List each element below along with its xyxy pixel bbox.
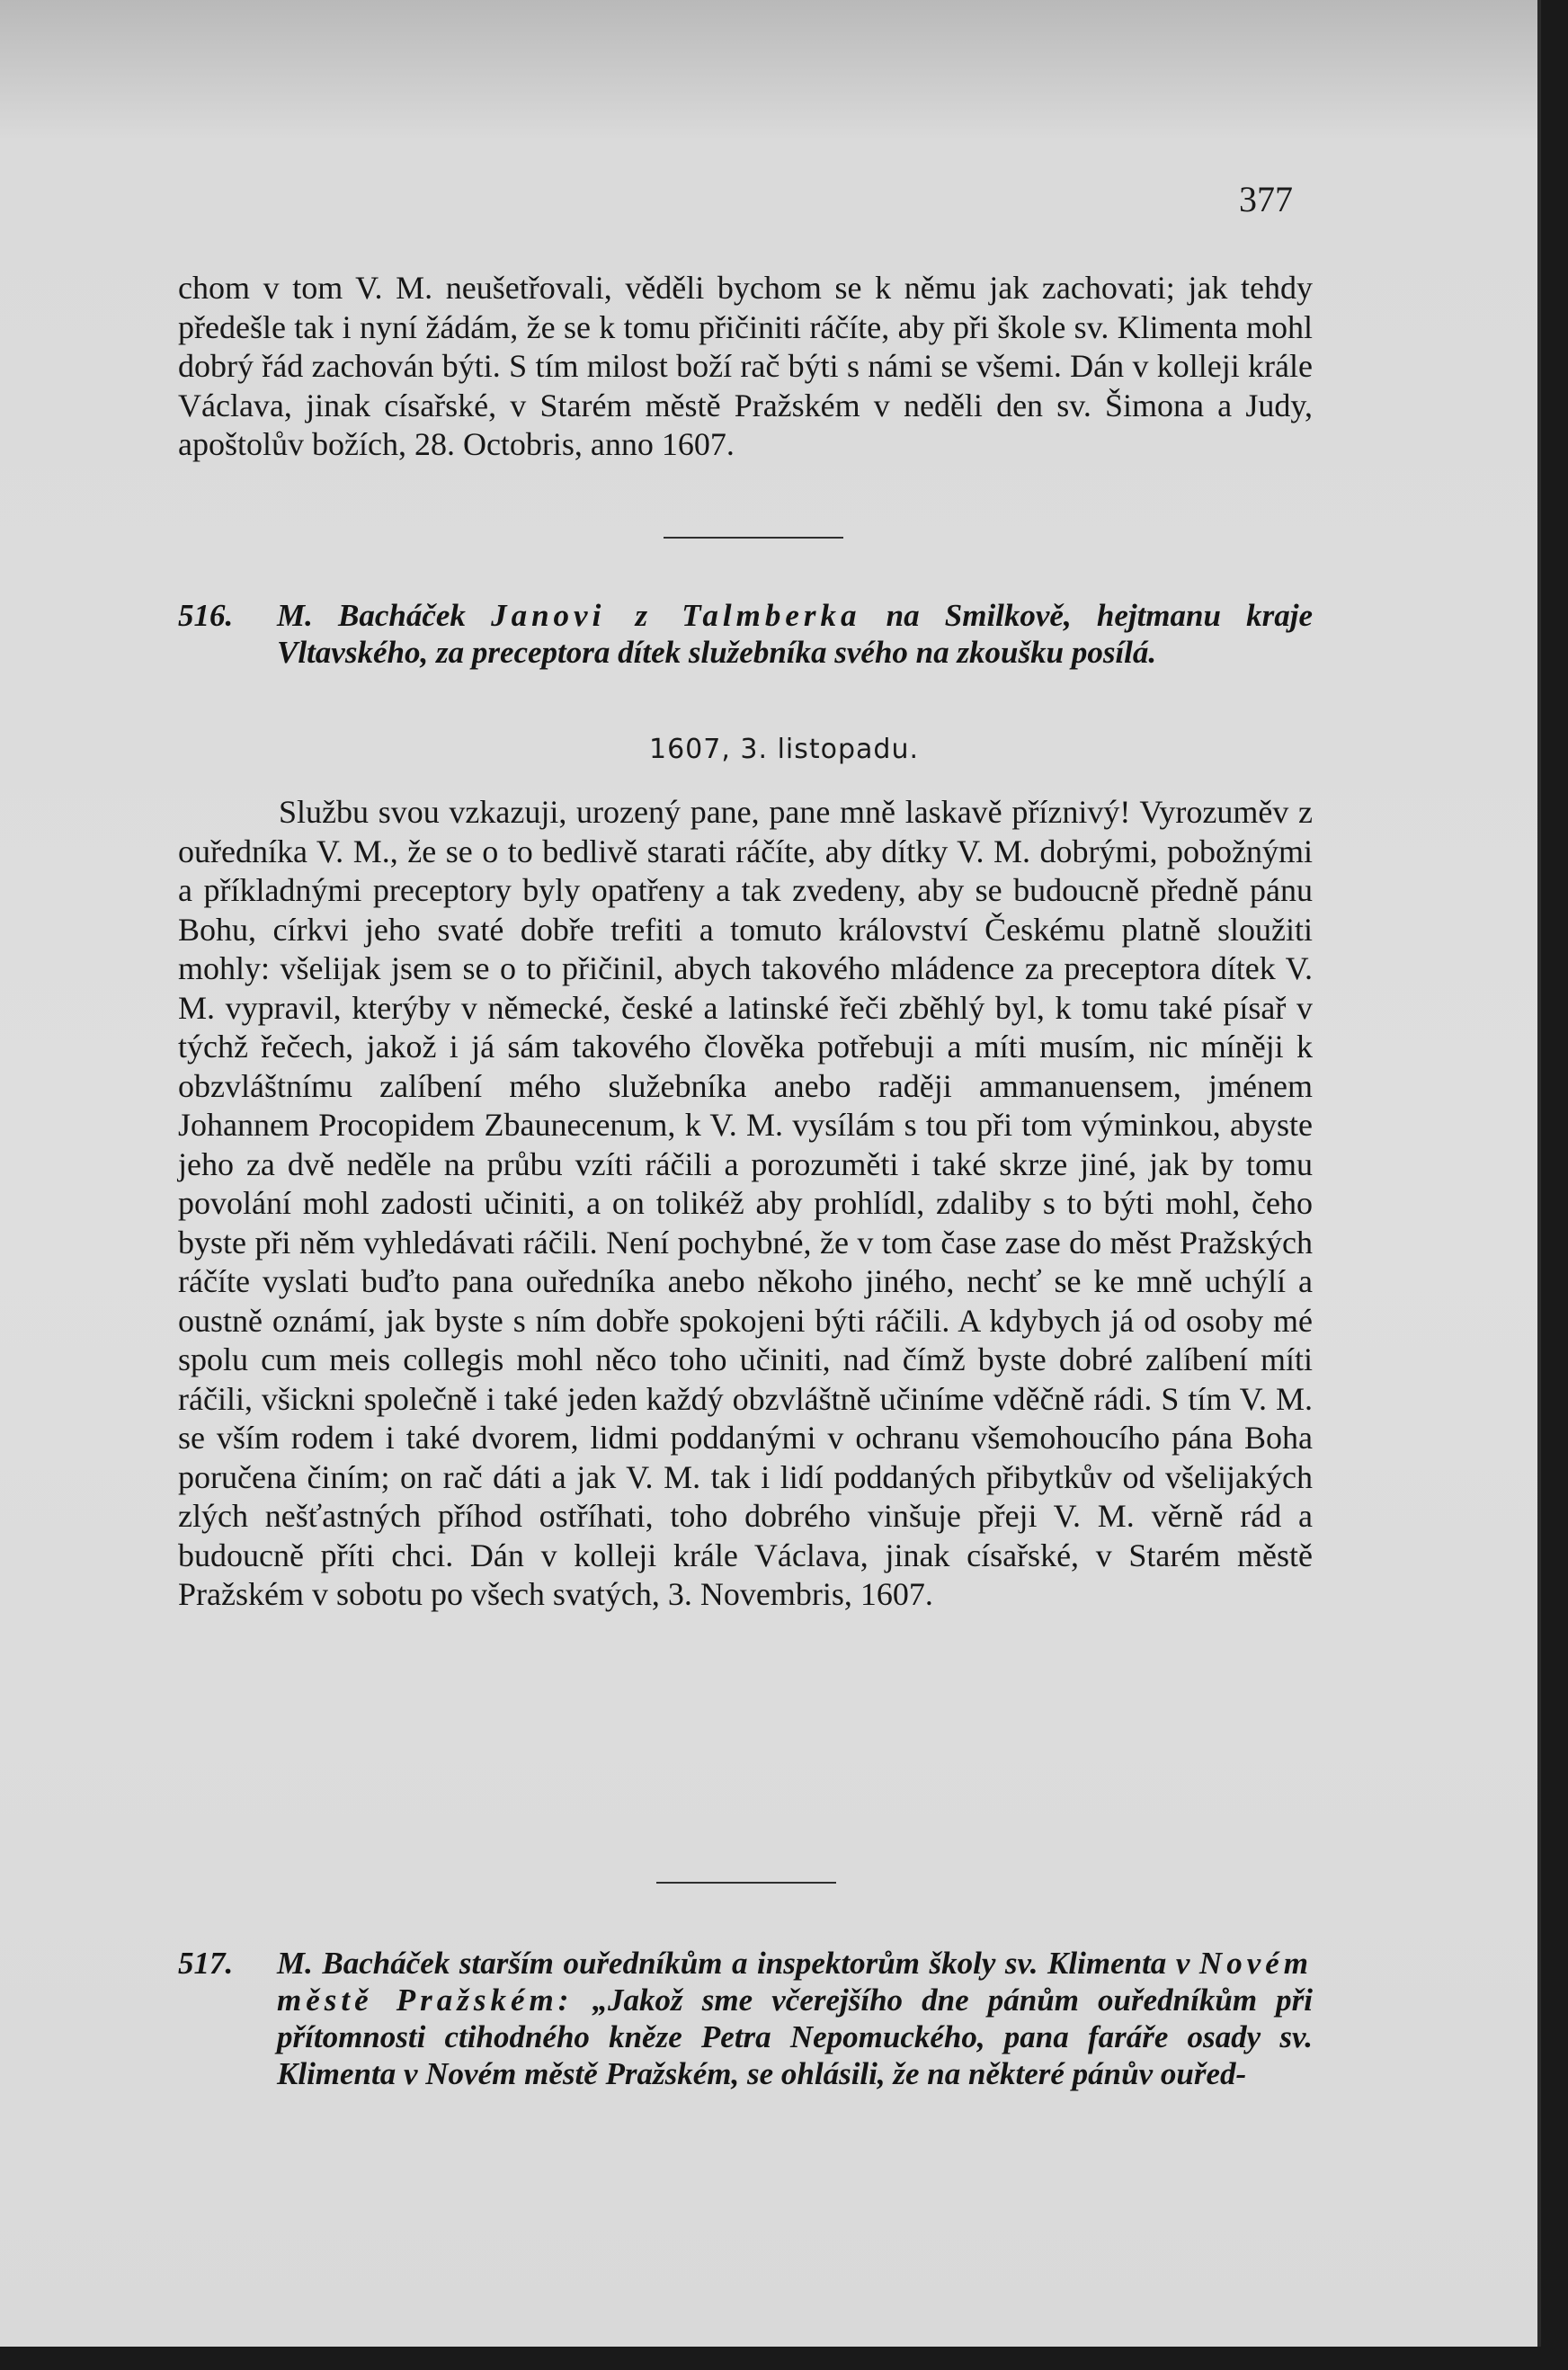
- letter-516-body: [178, 793, 1313, 1615]
- letter-516-head-a: M. Bacháček: [277, 598, 492, 633]
- letter-517-head-a: M. Bacháček starším ouředníkům a inspektorům školy sv. Klimenta v: [277, 1946, 1199, 1981]
- section-divider: [656, 1882, 836, 1884]
- letter-516-date: 1607, 3. listopadu.: [648, 734, 919, 765]
- letter-516-head-b: na Smilkově, hejtmanu kraje Vltavského, za preceptora dítek služebníka svého na zkoušku posílá.: [277, 598, 1313, 670]
- intro-text: chom v tom V. M. neušetřovali, věděli bychom se k němu jak zachovati; jak tehdy předešle tak i nyní žádám, že se k tomu přičiniti ráčíte, aby při škole sv. Klimenta mohl dobrý řád zachován býti. S tím milost boží rač býti s námi se všemi. Dán v kolleji krále Václava, jinak císařské, v Starém městě Pražském v neděli den sv. Šimona a Judy, apoštolův božích, 28. Octobris, anno 1607.: [178, 270, 1313, 462]
- section-divider: [664, 537, 843, 539]
- letter-516-number: 516.: [178, 598, 234, 633]
- intro-paragraph: [178, 269, 1313, 465]
- letter-517-number: 517.: [178, 1946, 234, 1981]
- letter-516-text: Službu svou vzkazuji, urozený pane, pane mně laskavě příznivý! Vyrozuměv z ouředníka V. M., že se o to bedlivě starati ráčíte, aby dítky V. M. dobrými, pobožnými a příkladnými preceptory byly opatřeny a tak zvedeny, aby se budoucně předně pánu Bohu, církvi jeho svaté dobře trefiti a tomuto království Českému platně sloužiti mohly: všelijak jsem se o to přičinil, abych takového mládence za preceptora dítek V. M. vypravil, kterýby v německé, české a latinské řeči zběhlý byl, k tomu také písař v týchž řečech, jakož i já sám takového člověka potřebuji a míti musím, nic míněji k obzvláštnímu zalíbení mého služebníka anebo raději ammanuensem, jménem Johannem Procopidem Zbaunecenum, k V. M. vysílám s tou při tom výminkou, abyste jeho za dvě neděle na průbu vzíti ráčili a porozuměti i také skrze jiné, jak by tomu povolání mohl zadosti učiniti, a on tolikéž aby prohlídl, zdaliby s to býti mohl, čeho byste při něm vyhledávati ráčili. Není pochybné, že v tom čase zase do měst Pražských ráčíte vyslati buďto pana ouředníka anebo někoho jiného, nechť se ke mně uchýlí a oustně oznámí, jak byste s ním dobře spokojeni býti ráčili. A kdybych já od osoby mé spolu cum meis collegis mohl něco toho učiniti, nad čímž byste dobré zalíbení míti ráčili, všickni společně i také jeden každý obzvláštně učiníme vděčně rádi. S tím V. M. se vším rodem i také dvorem, lidmi poddanými v ochranu všemohoucího pána Boha poručena činím; on rač dáti a jak V. M. tak i lidí poddaných přibytkův od všelijakých zlých nešťastných příhod ostříhati, toho dobrého vinšuje přeji V. M. věrně rád a budoucně příti chci. Dán v kolleji krále Václava, jinak císařské, v Starém městě Pražském v sobotu po všech svatých, 3. Novembris, 1607.: [178, 794, 1313, 1612]
- letter-516-heading: [178, 597, 1313, 671]
- letter-517-place: Novém městě Pražském:: [277, 1946, 1313, 2018]
- page-number: 377: [1239, 179, 1293, 219]
- letter-517-head-b: „Jakož sme včerejšího dne pánům ouředníkům při přítomnosti ctihodného kněze Petra Nepomuckého, pana faráře osady sv. Klimenta v Novém městě Pražském, se ohlásili, že na některé pánův ouřed-: [277, 1982, 1314, 2091]
- letter-517-heading: [178, 1945, 1313, 2092]
- letter-516-recipient: Janovi z Talmberka: [491, 598, 861, 633]
